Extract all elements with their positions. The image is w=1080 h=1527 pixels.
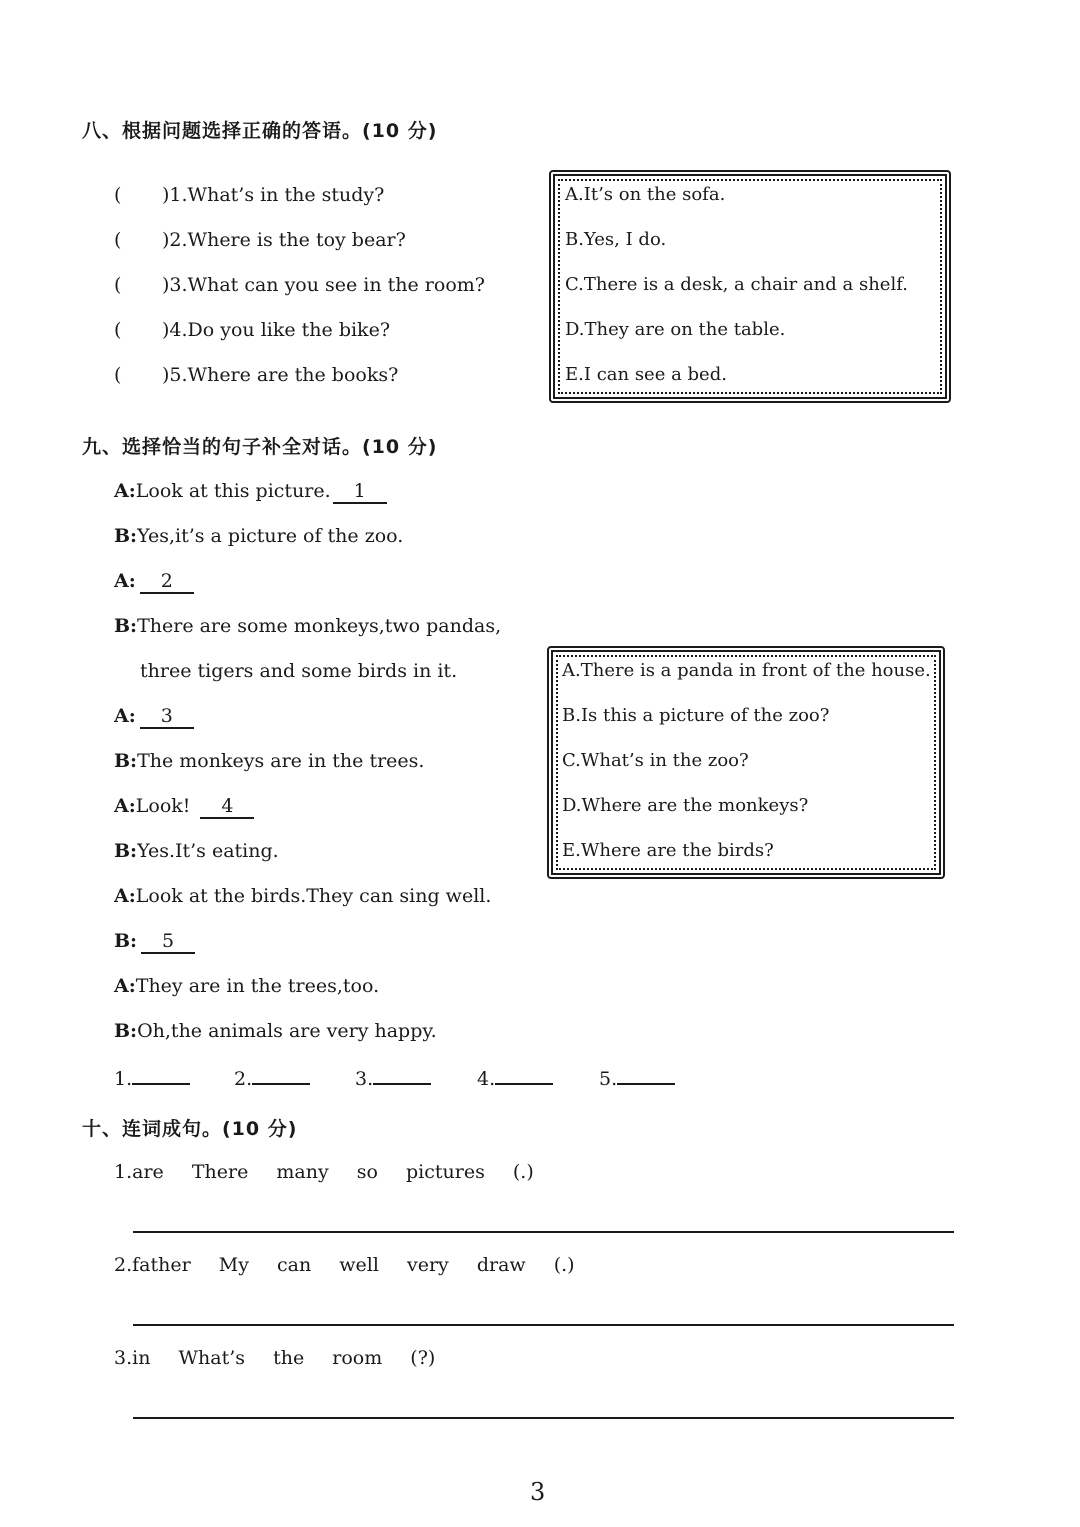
answer-line-3[interactable] [133, 1417, 954, 1419]
dialogue-line: B:Yes,it’s a picture of the zoo. [114, 525, 404, 547]
answer-slot-5[interactable]: 5. [599, 1068, 675, 1090]
scrambled-sentence-3: 3.in What’s the room (?) [114, 1347, 436, 1369]
option-a: A.There is a panda in front of the house. [562, 660, 931, 681]
option-c: C.What’s in the zoo? [562, 750, 749, 771]
dialogue-line: A:They are in the trees,too. [114, 975, 380, 997]
page-number: 3 [530, 1478, 546, 1506]
dialogue-line: B:There are some monkeys,two pandas, [114, 615, 502, 637]
dialogue-line: A:Look at the birds.They can sing well. [114, 885, 492, 907]
dialogue-line: three tigers and some birds in it. [140, 660, 458, 682]
section9-heading: 九、选择恰当的句子补全对话。(10 分) [82, 436, 438, 458]
option-d: D.Where are the monkeys? [562, 795, 809, 816]
answer-blank[interactable]: 4 [200, 795, 254, 819]
question-row[interactable]: ( )1.What’s in the study? [114, 184, 385, 206]
answer-blank[interactable]: 5 [141, 930, 195, 954]
option-e: E.I can see a bed. [565, 364, 727, 385]
dialogue-line: A:Look at this picture. 1 [114, 480, 387, 504]
question-row[interactable]: ( )2.Where is the toy bear? [114, 229, 406, 251]
answer-slot-1[interactable]: 1. [114, 1068, 190, 1090]
dialogue-line: B:The monkeys are in the trees. [114, 750, 425, 772]
scrambled-sentence-1: 1.are There many so pictures (.) [114, 1161, 534, 1183]
option-b: B.Is this a picture of the zoo? [562, 705, 830, 726]
section8-heading: 八、根据问题选择正确的答语。(10 分) [82, 120, 438, 142]
answer-slot-2[interactable]: 2. [234, 1068, 310, 1090]
answer-blank[interactable]: 3 [140, 705, 194, 729]
answer-line-1[interactable] [133, 1231, 954, 1233]
scrambled-sentence-2: 2.father My can well very draw (.) [114, 1254, 575, 1276]
question-row[interactable]: ( )5.Where are the books? [114, 364, 399, 386]
question-row[interactable]: ( )3.What can you see in the room? [114, 274, 485, 296]
answer-line-2[interactable] [133, 1324, 954, 1326]
option-a: A.It’s on the sofa. [565, 184, 726, 205]
option-b: B.Yes, I do. [565, 229, 667, 250]
option-e: E.Where are the birds? [562, 840, 774, 861]
dialogue-line: B: 5 [114, 930, 195, 954]
answer-blank[interactable]: 1 [333, 480, 387, 504]
dialogue-line: A: 3 [114, 705, 194, 729]
answer-slot-3[interactable]: 3. [355, 1068, 431, 1090]
answer-slot-4[interactable]: 4. [477, 1068, 553, 1090]
dialogue-line: B:Oh,the animals are very happy. [114, 1020, 437, 1042]
answer-blank[interactable]: 2 [140, 570, 194, 594]
dialogue-line: A: 2 [114, 570, 194, 594]
option-c: C.There is a desk, a chair and a shelf. [565, 274, 908, 295]
dialogue-line: A:Look! 4 [114, 795, 254, 819]
dialogue-line: B:Yes.It’s eating. [114, 840, 279, 862]
option-d: D.They are on the table. [565, 319, 786, 340]
question-row[interactable]: ( )4.Do you like the bike? [114, 319, 390, 341]
section10-heading: 十、连词成句。(10 分) [82, 1118, 298, 1140]
